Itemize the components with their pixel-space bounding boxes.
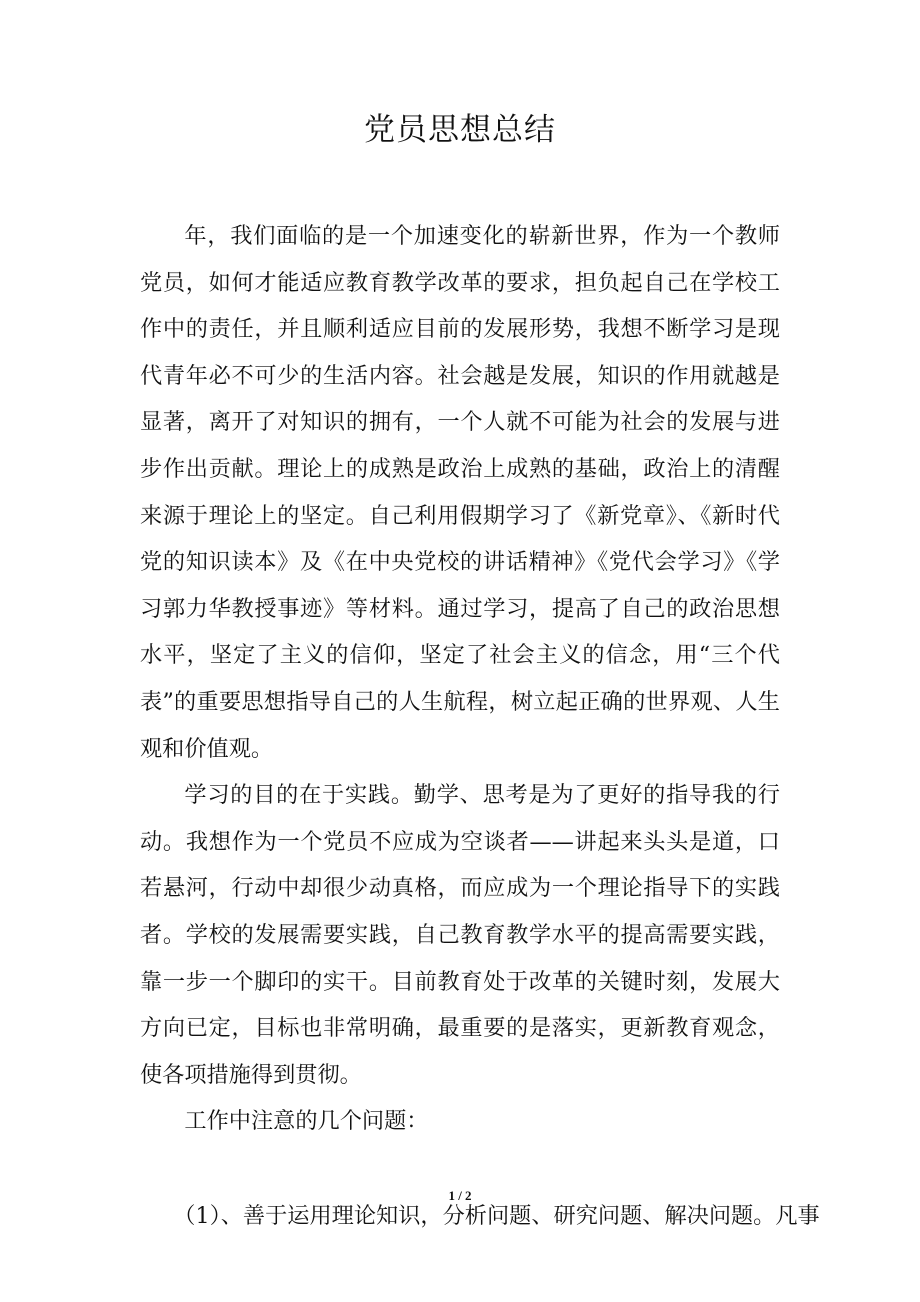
paragraph-study: 年，我们面临的是一个加速变化的崭新世界，作为一个教师党员，如何才能适应教育教学改革的要求，担负起自己在学校工作中的责任，并且顺利适应目前的发展形势，我想不断学习是现代青年必不可少的生活内容。社会越是发展，知识的作用就越是显著，离开了对知识的拥有，一个人就不可能为社会的发展与进步作出贡献。理论上的成熟是政治上成熟的基础，政治上的清醒来源于理论上的坚定。自己利用假期学习了《新党章》、《新时代党的知识读本》及《在中央党校的讲话精神》《党代会学习》《学习郭力华教授事迹》等材料。通过学习，提高了自己的政治思想水平，坚定了主义的信仰，坚定了社会主义的信念，用“三个代表”的重要思想指导自己的人生航程，树立起正确的世界观、人生观和价值观。 [140, 223, 780, 762]
document-body [140, 213, 820, 1239]
paragraph-practice: 学习的目的在于实践。勤学、思考是为了更好的指导我的行动。我想作为一个党员不应成为空谈者——讲起来头头是道，口若悬河，行动中却很少动真格，而应成为一个理论指导下的实践者。学校的发展需要实践，自己教育教学水平的提高需要实践，靠一步一个脚印的实干。目前教育处于改革的关键时刻，发展大方向已定，目标也非常明确，最重要的是落实，更新教育观念，使各项措施得到贯彻。 [140, 782, 780, 1088]
document-title: 党员思想总结 [364, 112, 556, 148]
paragraph-issues-heading: 工作中注意的几个问题： [184, 1108, 429, 1135]
list-item-1: （1）、善于运用理论知识，分析问题、研究问题、解决问题。凡事 [173, 1202, 820, 1229]
spacer [140, 1145, 780, 1193]
page-number: 1 / 2 [448, 1188, 472, 1203]
